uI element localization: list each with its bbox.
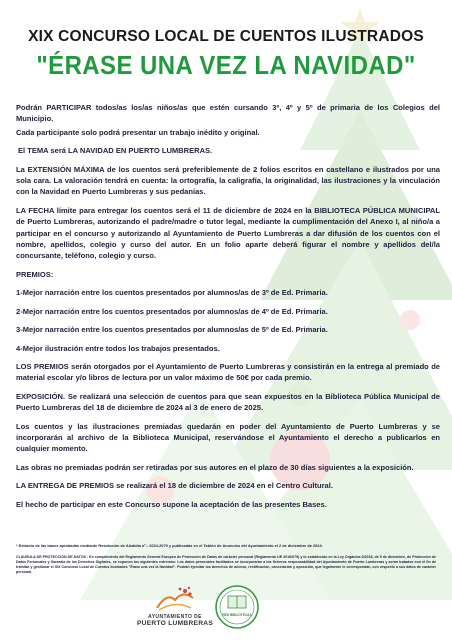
contest-title: XIX CONCURSO LOCAL DE CUENTOS ILUSTRADOS [28, 28, 424, 45]
resolution-footnote: * Extracto de las bases aprobadas mediante Resolución de Alcaldía nº.: 2024-2079 y publicadas en el Tablón de Anuncios del Ayuntamiento el 2 de diciembre de 2024. [16, 543, 323, 548]
prize-item: 2-Mejor narración entre los cuentos presentados por alumnos/as de 4º de Ed. Primaria. [16, 306, 328, 316]
biblioteca-logo-text: RED BIBLIOTECAS [222, 613, 252, 617]
rule-exhibition: EXPOSICIÓN. Se realizará una selección de cuentos para que sean expuestos en la Biblioteca Pública Municipal de Puerto Lumbreras del 18 de diciembre de 2024 al 3 de enero de 2025. [16, 391, 440, 413]
ayuntamiento-logo [130, 586, 220, 632]
ayuntamiento-logo-line1: AYUNTAMIENTO DE [148, 614, 202, 620]
ayuntamiento-emblem-icon [155, 586, 195, 612]
biblioteca-logo [214, 584, 260, 630]
rule-ownership: Los cuentos y las ilustraciones premiadas quedarán en poder del Ayuntamiento de Puerto Lumbreras y se incorporarán al archivo de la Biblioteca Municipal, reservándose el Ayuntamiento el derecho a publicarlos en cualquier momento. [16, 421, 440, 454]
ayuntamiento-logo-line2: PUERTO LUMBRERAS [136, 620, 214, 627]
rule-deadline: LA FECHA límite para entregar los cuentos será el 11 de diciembre de 2024 en la BIBLIOTECA PÚBLICA MUNICIPAL de Puerto Lumbreras, autorizando el padre/madre o tutor legal, mediante la cumplimentación del Anexo I, al niño/a a participar en el concurso y autorizando al Ayuntamiento de Puerto Lumbreras a dar difusión de los cuentos con el nombre, apellidos, colegio y curso del autor. En un folio aparte deberá figurar el nombre y apellidos del/la concursante, teléfono, colegio y curso. [16, 205, 440, 261]
contest-subtitle: "ÉRASE UNA VEZ LA NAVIDAD" [36, 50, 416, 80]
biblioteca-seal-icon [214, 584, 260, 630]
prizes-heading: PREMIOS: [16, 269, 54, 279]
data-protection-clause: CLÁUSULA DE PROTECCIÓN DE DATOS : En cumplimiento del Reglamento General Europeo de Protección de Datos de carácter personal (Reglamento UE 2016/679) y lo establecido en la Ley Orgánica 3/2018, de 5 de diciembre, de Protección de Datos Personales y Garantía de los Derechos Digitales, se exponen los siguientes extremos: Los datos personales facilitados se incorporarán a los ficheros responsabilidad del Ayuntamiento de Puerto Lumbreras y serán tratados con el fin de tramitar y gestionar el XIX Concurso Local de Cuentos Ilustrados "Érase una vez la Navidad". Podrán ejercitar los derechos de acceso, rectificación, cancelación y oposición, que legalmente le correspondan, con respecto a sus datos de carácter personal. [16, 555, 436, 574]
prize-item: 1-Mejor narración entre los cuentos presentados por alumnos/as de 3º de Ed. Primaria. [16, 288, 328, 298]
rule-theme: El TEMA será LA NAVIDAD EN PUERTO LUMBRERAS. [18, 146, 213, 156]
rule-withdrawal: Las obras no premiadas podrán ser retiradas por sus autores en el plazo de 30 días siguientes a la exposición. [16, 462, 414, 472]
prize-item: 3-Mejor narración entre los cuentos presentados por alumnos/as de 5º de Ed. Primaria. [16, 325, 328, 335]
rule-prizes-value: LOS PREMIOS serán otorgados por el Ayuntamiento de Puerto Lumbreras y consistirán en la entrega al premiado de material escolar y/o libros de lectura por un valor máximo de 50€ por cada premio. [16, 361, 440, 383]
rule-participation: Podrán PARTICIPAR todos/as los/as niños/as que estén cursando 3º, 4º y 5º de primaria de los Colegios del Municipio. [16, 103, 440, 124]
rule-award-ceremony: LA ENTREGA DE PREMIOS se realizará el 18 de diciembre de 2024 en el Centro Cultural. [16, 481, 333, 491]
rule-acceptance: El hecho de participar en este Concurso supone la aceptación de las presentes Bases. [16, 499, 327, 509]
rule-extension: La EXTENSIÓN MÁXIMA de los cuentos será preferiblemente de 2 folios escritos en castellano e ilustrados por una sola cara. La valoración tendrá en cuenta: la ortografía, la caligrafía, la originalidad, las ilustraciones y la vinculación con la Navidad en Puerto Lumbreras y sus pedanías. [16, 164, 440, 197]
rule-single-work: Cada participante solo podrá presentar un trabajo inédito y original. [16, 127, 260, 137]
rules-body [16, 102, 440, 517]
prize-item: 4-Mejor ilustración entre todos los trabajos presentados. [16, 343, 220, 353]
